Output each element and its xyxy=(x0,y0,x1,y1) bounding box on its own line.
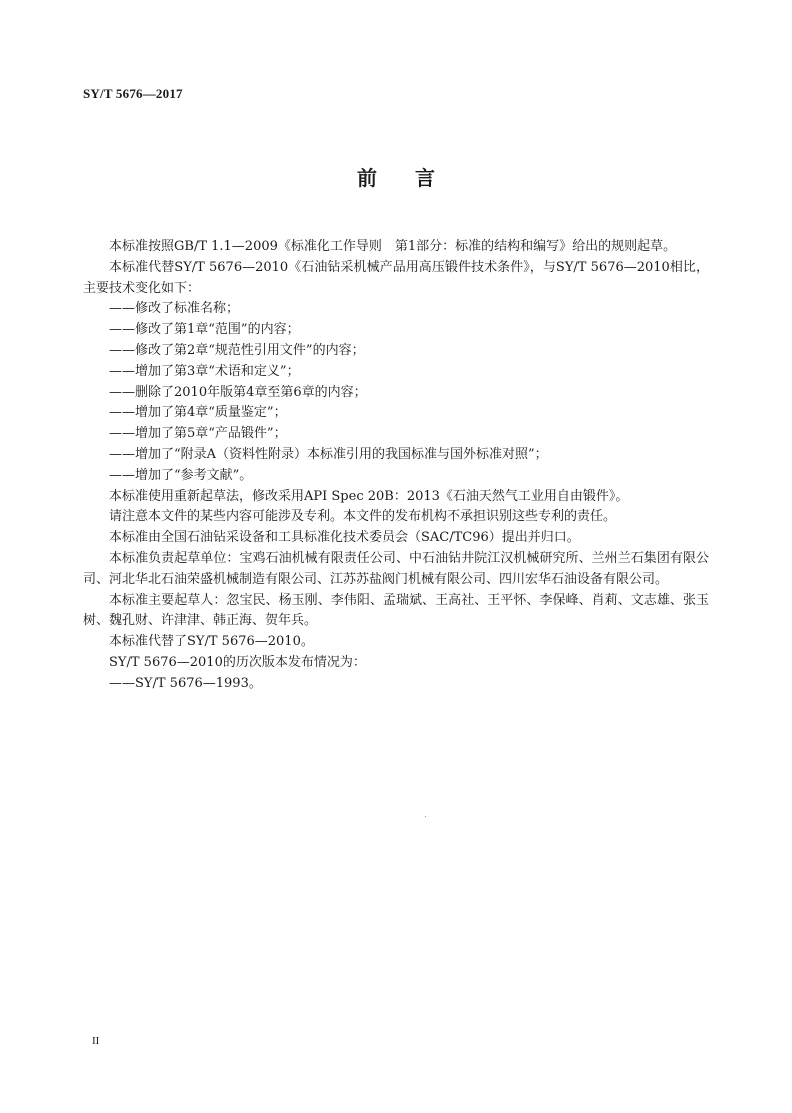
paragraph-history-intro: SY/T 5676—2010的历次版本发布情况为： xyxy=(109,654,366,670)
paragraph-drafting-rules: 本标准按照GB/T 1.1—2009《标准化工作导则 第1部分：标准的结构和编写》给出的规则起草。 xyxy=(109,239,677,254)
paragraph-patent-notice: 请注意本文件的某些内容可能涉及专利。本文件的发布机构不承担识别这些专利的责任。 xyxy=(109,509,617,525)
change-item: ——增加了第3章“术语和定义”； xyxy=(109,363,300,379)
history-item: ——SY/T 5676—1993。 xyxy=(109,675,262,691)
change-item: ——修改了第2章“规范性引用文件”的内容； xyxy=(109,342,365,358)
paragraph-drafting-units: 本标准负责起草单位：宝鸡石油机械有限责任公司、中石油钻井院江汉机械研究所、兰州兰石集团有限公司、河北华北石油荣盛机械制造有限公司、江苏苏盐阀门机械有限公司、四川宏华石油设备有限公司。 xyxy=(83,550,709,587)
change-item: ——删除了2010年版第4章至第6章的内容； xyxy=(109,384,367,400)
change-item: ——增加了第5章“产品锻件”； xyxy=(109,426,287,442)
page-number: II xyxy=(92,1035,100,1047)
paragraph-drafters: 本标准主要起草人：忽宝民、杨玉刚、李伟阳、孟瑞斌、王高社、王平怀、李保峰、肖莉、文志雄、张玉树、魏孔财、许津津、韩正海、贺年兵。 xyxy=(83,592,709,629)
change-item: ——增加了第4章“质量鉴定”； xyxy=(109,405,287,421)
paragraph-supersedes: 本标准代替了SY/T 5676—2010。 xyxy=(109,634,314,650)
foreword-body xyxy=(83,237,709,695)
change-item: ——增加了“参考文献”。 xyxy=(109,467,253,483)
paragraph-adoption: 本标准使用重新起草法，修改采用API Spec 20B：2013《石油天然气工业用自由锻件》。 xyxy=(109,488,629,504)
paragraph-committee: 本标准由全国石油钻采设备和工具标准化技术委员会（SAC/TC96）提出并归口。 xyxy=(109,530,580,546)
section-title: 前言 xyxy=(357,166,473,190)
scan-artifact-dot xyxy=(425,816,426,817)
change-item: ——增加了“附录A（资料性附录）本标准引用的我国标准与国外标准对照”； xyxy=(109,446,548,462)
paragraph-replacement: 本标准代替SY/T 5676—2010《石油钻采机械产品用高压锻件技术条件》，与SY/T 5676—2010相比，主要技术变化如下： xyxy=(83,259,709,296)
change-item: ——修改了标准名称； xyxy=(109,301,240,317)
change-item: ——修改了第1章“范围”的内容； xyxy=(109,322,300,338)
document-code: SY/T 5676—2017 xyxy=(83,86,183,101)
